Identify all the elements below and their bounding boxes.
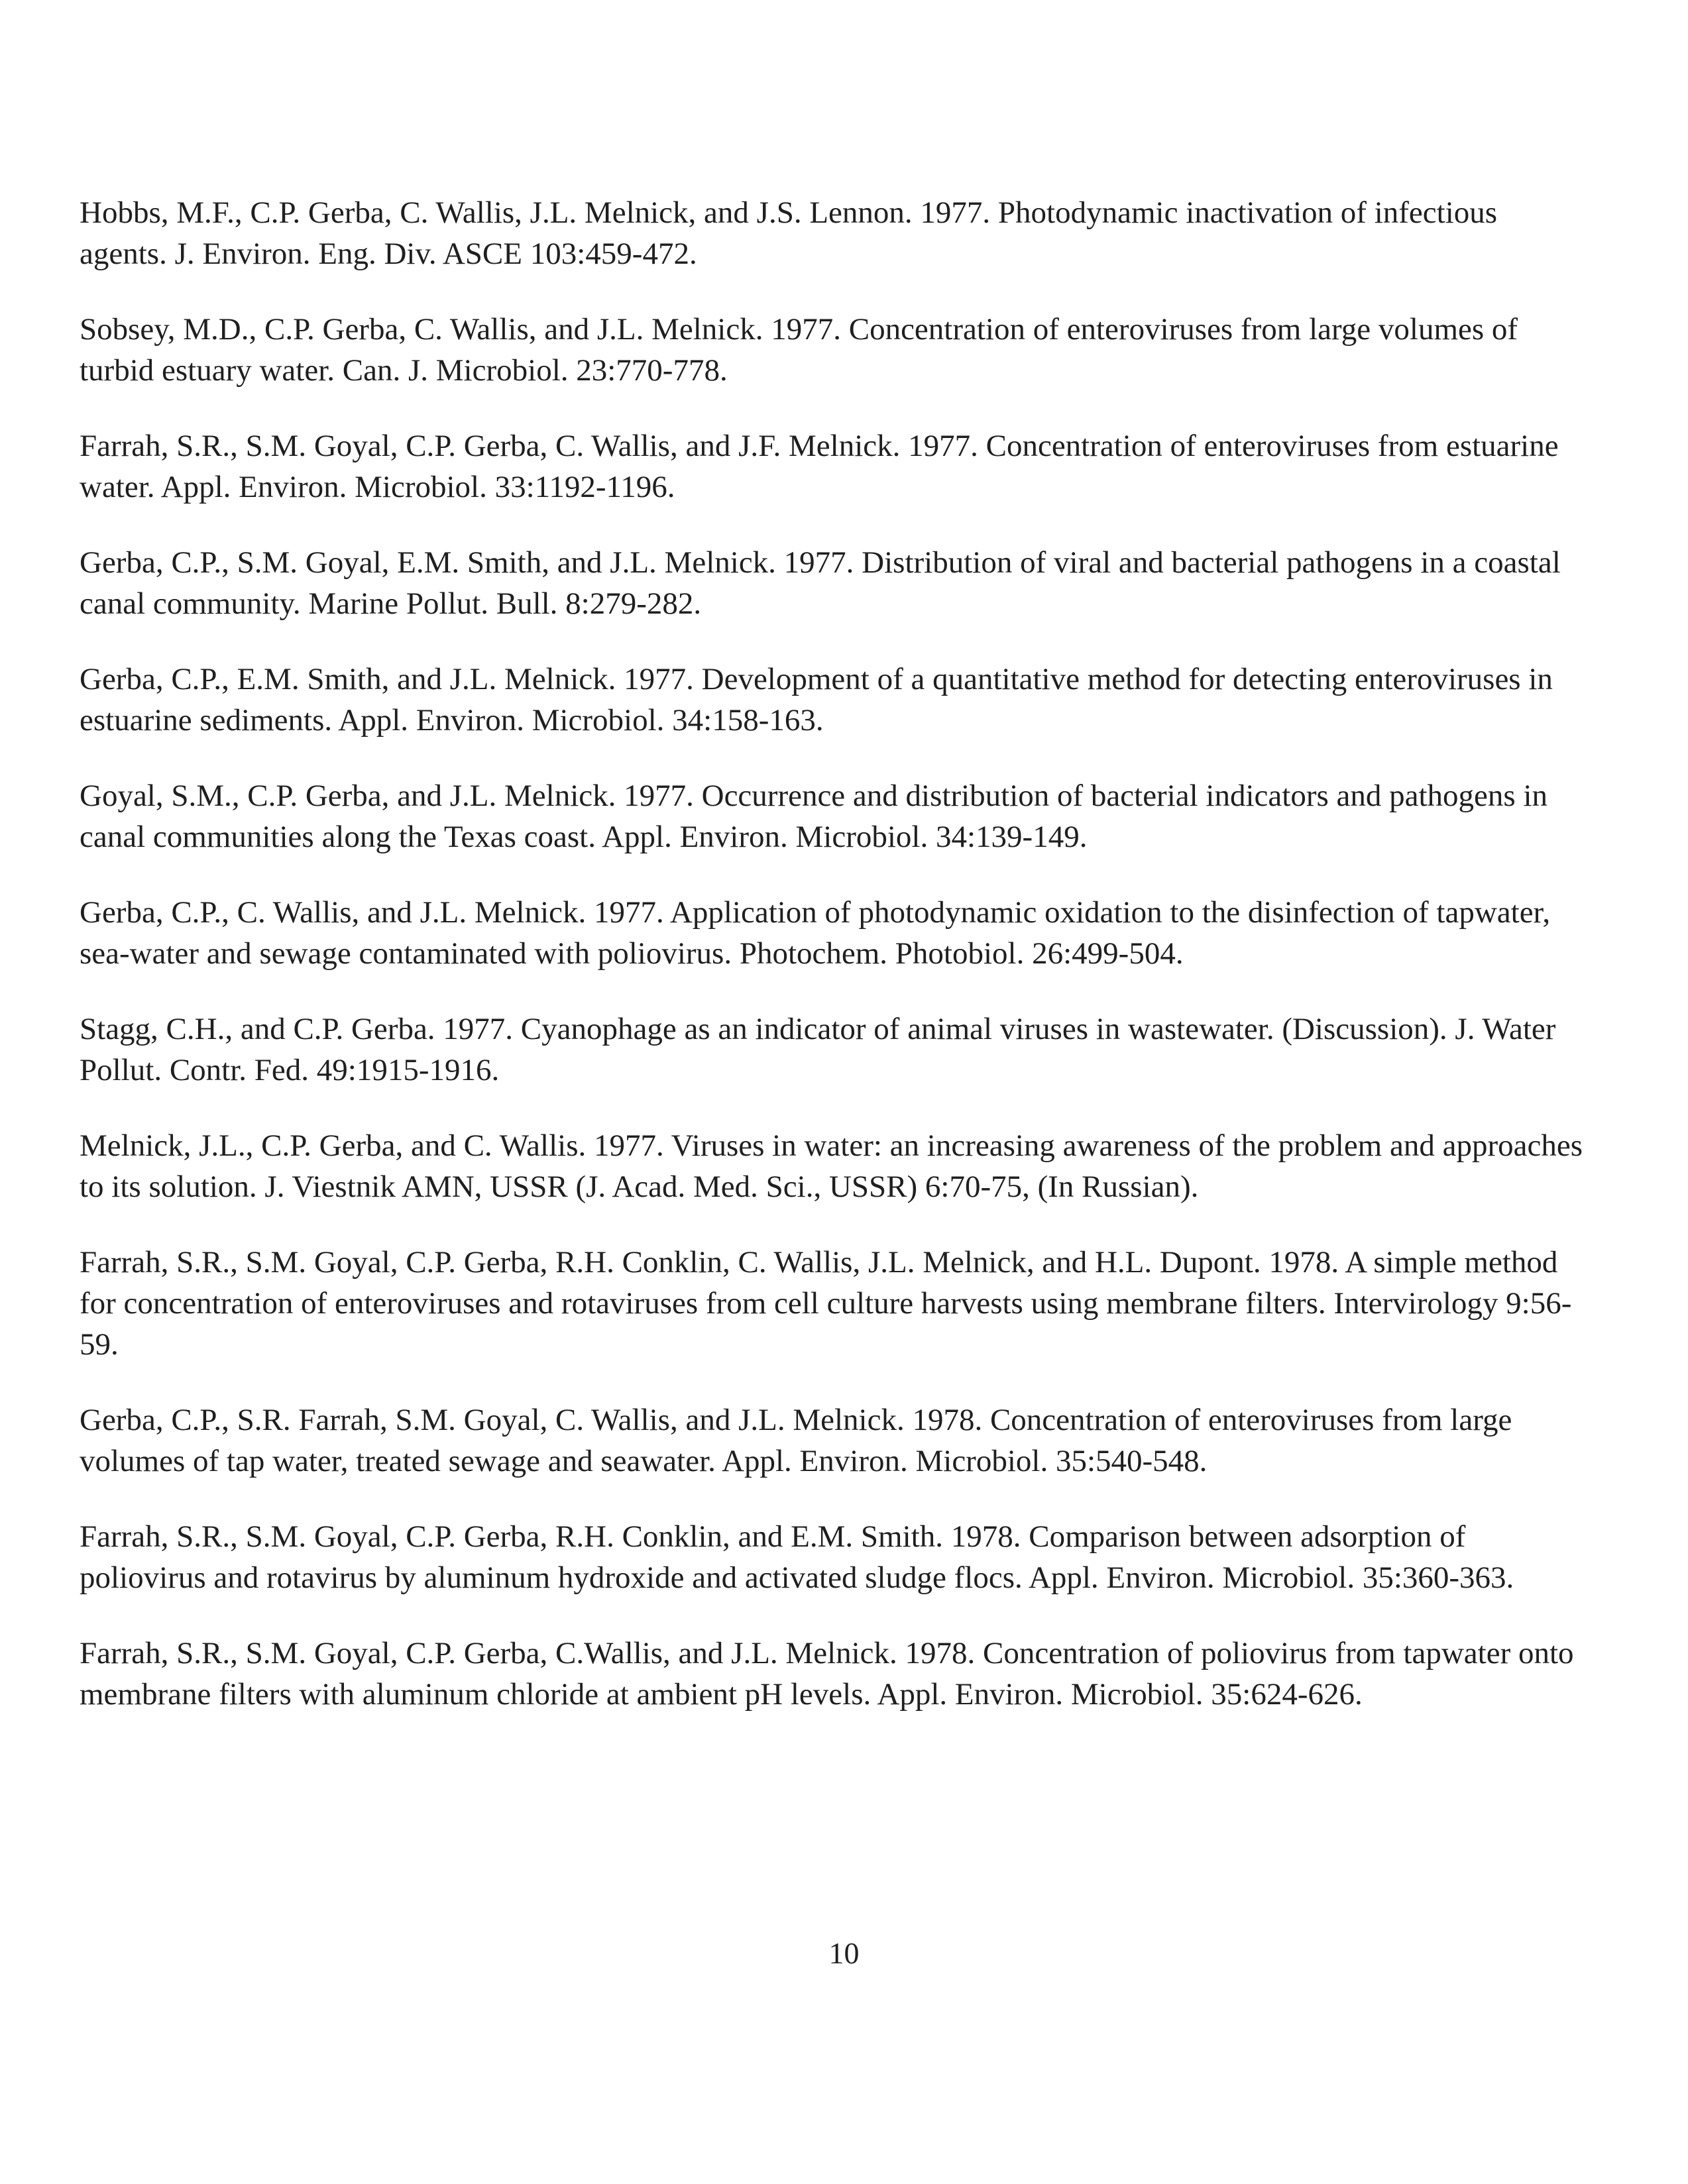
reference-entry: Farrah, S.R., S.M. Goyal, C.P. Gerba, R.H. Conklin, and E.M. Smith. 1978. Comparison between adsorption of poliovirus and rotavirus by aluminum hydroxide and activated sludge flocs. Appl. Environ. Microbiol. 35:360-363. [80, 1519, 1514, 1595]
reference-entry: Stagg, C.H., and C.P. Gerba. 1977. Cyanophage as an indicator of animal viruses in wastewater. (Discussion). J. Water Pollut. Contr. Fed. 49:1915-1916. [80, 1012, 1556, 1087]
reference-entry: Melnick, J.L., C.P. Gerba, and C. Wallis. 1977. Viruses in water: an increasing awareness of the problem and approaches to its solution. J. Viestnik AMN, USSR (J. Acad. Med. Sci., USSR) 6:70-75, (In Russian). [80, 1128, 1583, 1204]
reference-list [80, 192, 1584, 1749]
reference-entry: Farrah, S.R., S.M. Goyal, C.P. Gerba, C.Wallis, and J.L. Melnick. 1978. Concentration of poliovirus from tapwater onto membrane filters with aluminum chloride at ambient pH levels. Appl. Environ. Microbiol. 35:624-626. [80, 1636, 1574, 1712]
reference-entry: Gerba, C.P., E.M. Smith, and J.L. Melnick. 1977. Development of a quantitative method for detecting enteroviruses in estuarine sediments. Appl. Environ. Microbiol. 34:158-163. [80, 662, 1553, 737]
reference-entry: Hobbs, M.F., C.P. Gerba, C. Wallis, J.L. Melnick, and J.S. Lennon. 1977. Photodynamic inactivation of infectious agents. J. Environ. Eng. Div. ASCE 103:459-472. [80, 195, 1498, 271]
reference-entry: Gerba, C.P., C. Wallis, and J.L. Melnick. 1977. Application of photodynamic oxidation to the disinfection of tapwater, sea-water and sewage contaminated with poliovirus. Photochem. Photobiol. 26:499-504. [80, 895, 1551, 971]
reference-entry: Goyal, S.M., C.P. Gerba, and J.L. Melnick. 1977. Occurrence and distribution of bacterial indicators and pathogens in canal communities along the Texas coast. Appl. Environ. Microbiol. 34:139-149. [80, 779, 1548, 854]
page-number: 10 [828, 1936, 860, 1970]
reference-entry: Sobsey, M.D., C.P. Gerba, C. Wallis, and J.L. Melnick. 1977. Concentration of enteroviruses from large volumes of turbid estuary water. Can. J. Microbiol. 23:770-778. [80, 312, 1518, 388]
reference-entry: Farrah, S.R., S.M. Goyal, C.P. Gerba, C. Wallis, and J.F. Melnick. 1977. Concentration of enteroviruses from estuarine water. Appl. Environ. Microbiol. 33:1192-1196. [80, 429, 1559, 504]
reference-entry: Gerba, C.P., S.M. Goyal, E.M. Smith, and J.L. Melnick. 1977. Distribution of viral and bacterial pathogens in a coastal canal community. Marine Pollut. Bull. 8:279-282. [80, 545, 1561, 621]
reference-entry: Gerba, C.P., S.R. Farrah, S.M. Goyal, C. Wallis, and J.L. Melnick. 1978. Concentration of enteroviruses from large volumes of tap water, treated sewage and seawater. Appl. Environ. Microbiol. 35:540-548. [80, 1403, 1512, 1478]
reference-entry: Farrah, S.R., S.M. Goyal, C.P. Gerba, R.H. Conklin, C. Wallis, J.L. Melnick, and H.L. Dupont. 1978. A simple method for concentration of enteroviruses and rotaviruses from cell culture harvests using membrane filters. Intervirology 9:56-59. [80, 1245, 1572, 1362]
